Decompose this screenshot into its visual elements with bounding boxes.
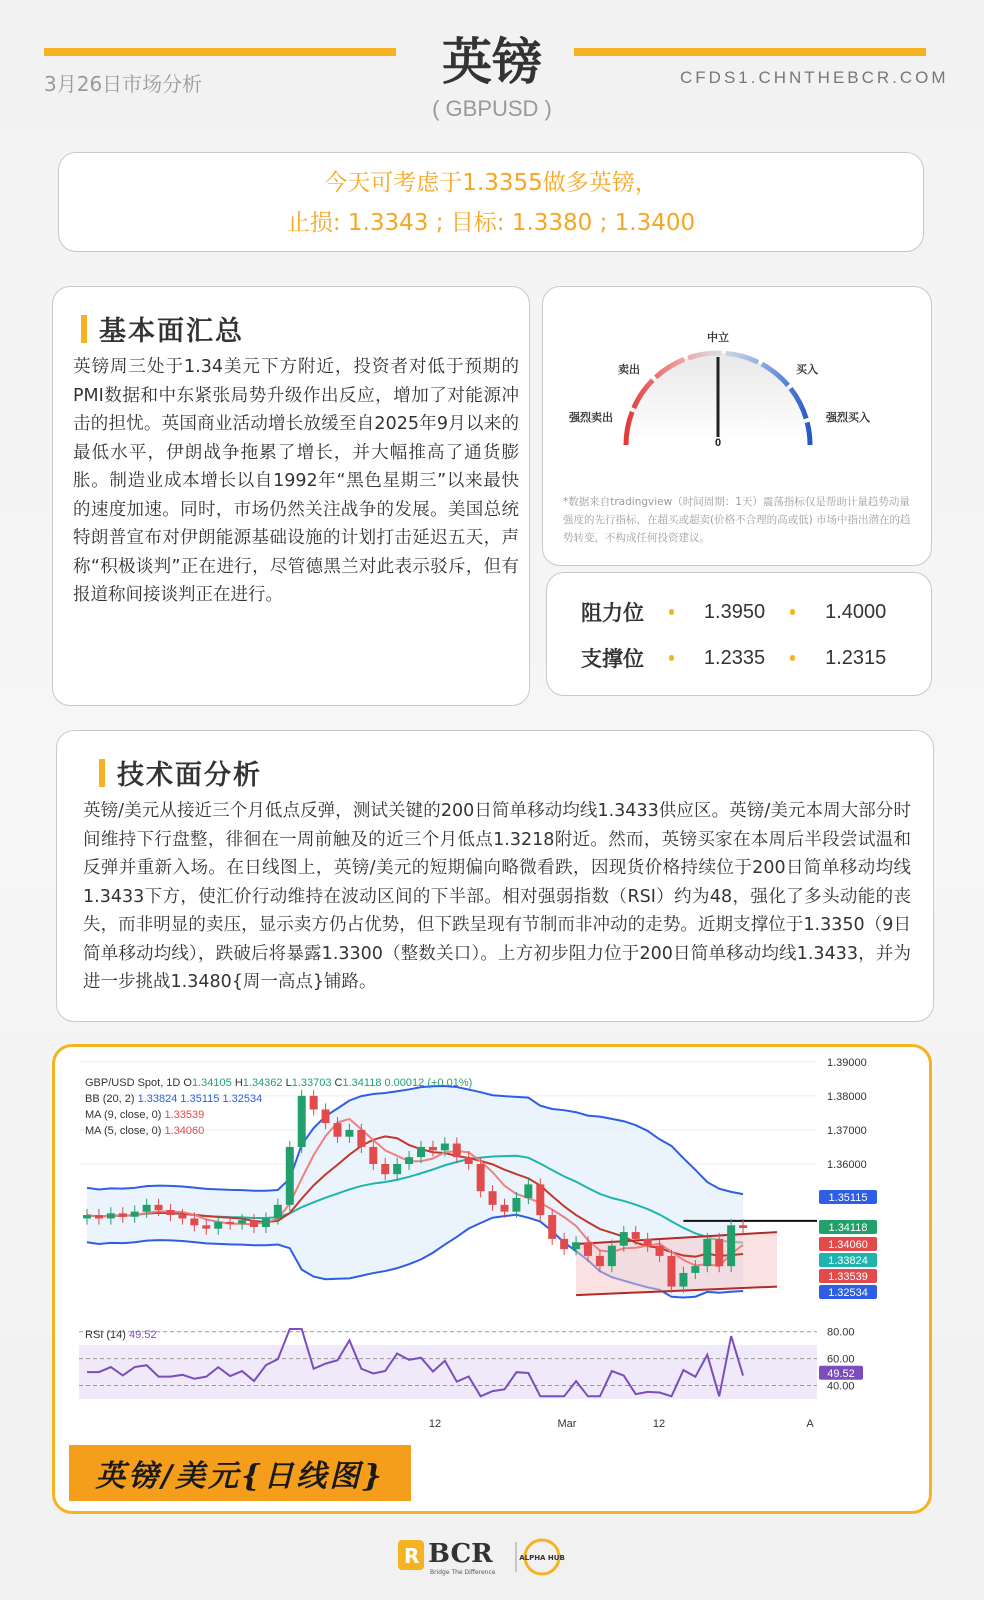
y-tick-label: 1.36000 bbox=[827, 1158, 867, 1171]
candle-body bbox=[238, 1220, 246, 1223]
chart-legend bbox=[85, 1075, 472, 1139]
resistance-row bbox=[581, 597, 911, 627]
candle-body bbox=[250, 1220, 258, 1227]
price-badge-label: 1.34060 bbox=[828, 1239, 868, 1251]
candle-body bbox=[107, 1213, 115, 1218]
candle-body bbox=[131, 1212, 139, 1217]
y-tick-label: 1.37000 bbox=[827, 1124, 867, 1137]
legend-high: 1.34362 bbox=[242, 1077, 283, 1089]
candle-body bbox=[620, 1232, 628, 1246]
x-tick-label: A bbox=[806, 1418, 814, 1430]
heading-marker bbox=[99, 759, 105, 787]
chart-caption-tag: 英镑/美元{日线图} bbox=[69, 1445, 411, 1501]
fundamental-card bbox=[52, 286, 530, 706]
levels-card bbox=[546, 572, 932, 696]
legend-change: 0.00012 (+0.01%) bbox=[384, 1077, 473, 1089]
candle-body bbox=[95, 1215, 103, 1218]
legend-ma9-value: 1.33539 bbox=[164, 1109, 205, 1121]
x-tick-label: Mar bbox=[557, 1418, 577, 1430]
price-badge-label: 1.34118 bbox=[828, 1222, 868, 1234]
gauge-note: *数据来自tradingview（时间周期：1天）震荡指标仅是帮助计量趋势动量强度的先行指标，在超买或超卖(价格不合理的高或低) 市场中指出潜在的趋势转变，不构成任何投资建议。 bbox=[563, 496, 911, 544]
candle-body bbox=[489, 1191, 497, 1205]
support-level-1: 1.2335 bbox=[703, 646, 766, 669]
legend-bb-label: BB (20, 2) bbox=[85, 1093, 135, 1105]
legend-ma5-label: MA (5, close, 0) bbox=[85, 1125, 162, 1137]
legend-ma9-label: MA (9, close, 0) bbox=[85, 1109, 162, 1121]
candle-body bbox=[644, 1239, 652, 1246]
legend-close: 1.34118 bbox=[342, 1077, 382, 1089]
candle-body bbox=[453, 1144, 461, 1158]
candle-body bbox=[656, 1246, 664, 1256]
rsi-tick-label: 40.00 bbox=[827, 1380, 855, 1393]
gauge-label-strong-buy: 强烈买入 bbox=[826, 411, 870, 424]
gauge-label-strong-sell: 强烈卖出 bbox=[569, 411, 613, 424]
recommendation-card bbox=[58, 152, 924, 252]
candle-body bbox=[608, 1246, 616, 1266]
alpha-hub-text: ALPHA HUB bbox=[519, 1554, 565, 1562]
site-url[interactable]: CFDS1.CHNTHEBCR.COM bbox=[680, 68, 949, 87]
legend-open: 1.34105 bbox=[192, 1077, 232, 1089]
candle-body bbox=[429, 1147, 437, 1150]
legend-line-ma9 bbox=[85, 1107, 472, 1123]
candle-body bbox=[548, 1215, 556, 1239]
candle-body bbox=[417, 1147, 425, 1157]
bullet-dot bbox=[669, 609, 674, 615]
legend-line-ma5 bbox=[85, 1123, 472, 1139]
candle-body bbox=[178, 1215, 186, 1218]
candle-body bbox=[477, 1164, 485, 1191]
legend-ma5-value: 1.34060 bbox=[164, 1125, 205, 1137]
candle-body bbox=[167, 1210, 175, 1215]
technical-text: 英镑/美元从接近三个月低点反弹，测试关键的200日简单移动均线1.3433供应区。英镑/美元本周大部分时间维持下行盘整，徘徊在一周前触及的近三个月低点1.3218附近。然而，英镑买家在本周后半段尝试温和反弹并重新入场。在日线图上，英镑/美元的短期偏向略微看跌，因现货价格持续位于200日简单移动均线1.3433下方，使汇价行动维持在波动区间的下半部。相对强弱指数（RSI）约为48，强化了多头动能的丧失，而非明显的卖压，显示卖方仍占优势，但下跌呈现有节制而非冲动的走势。近期支撑位于1.3350（9日简单移动均线），跌破后将暴露1.3300（整数关口）。上方初步阻力位于200日简单移动均线1.3433，并为进一步挑战1.3480{周一高点}铺路。 bbox=[83, 801, 911, 992]
price-badge-label: 1.35115 bbox=[828, 1192, 868, 1204]
brand-name: BCR bbox=[428, 1539, 493, 1569]
candle-body bbox=[727, 1225, 735, 1266]
candle-body bbox=[691, 1266, 699, 1273]
candle-body bbox=[214, 1222, 222, 1229]
candle-body bbox=[190, 1218, 198, 1225]
resistance-level-1: 1.3950 bbox=[703, 600, 766, 623]
candle-body bbox=[441, 1144, 449, 1151]
bullet-dot bbox=[790, 655, 795, 661]
candle-body bbox=[202, 1225, 210, 1228]
recommendation-line2: 止损: 1.3343 ; 目标: 1.3380 ; 1.3400 bbox=[286, 210, 696, 236]
page-title: 英镑 bbox=[442, 33, 542, 91]
candle-body bbox=[226, 1222, 234, 1224]
x-tick-label: 12 bbox=[428, 1418, 442, 1430]
x-tick-label: 12 bbox=[652, 1418, 666, 1430]
bullet-dot bbox=[669, 655, 674, 661]
candle-body bbox=[668, 1256, 676, 1287]
rsi-value: 49.52 bbox=[129, 1329, 157, 1341]
report-date: 3月26日市场分析 bbox=[44, 72, 203, 96]
y-tick-label: 1.39000 bbox=[827, 1056, 867, 1069]
candle-body bbox=[405, 1157, 413, 1164]
legend-symbol: GBP/USD Spot, 1D bbox=[85, 1077, 181, 1089]
candle-body bbox=[536, 1184, 544, 1215]
page-subtitle: ( GBPUSD ) bbox=[432, 96, 552, 121]
legend-bb-upper: 1.35115 bbox=[180, 1093, 220, 1105]
footer-logo bbox=[0, 1530, 984, 1580]
bcr-logo bbox=[392, 1530, 592, 1580]
candle-body bbox=[465, 1157, 473, 1164]
candle-body bbox=[143, 1205, 151, 1212]
rsi-tick-label: 80.00 bbox=[827, 1326, 855, 1339]
candle-body bbox=[596, 1256, 604, 1266]
rsi-label: RSI (14) bbox=[85, 1329, 126, 1341]
price-chart bbox=[52, 1044, 932, 1514]
resistance-label: 阻力位 bbox=[581, 601, 644, 625]
gauge-label-buy: 买入 bbox=[796, 363, 818, 376]
candle-body bbox=[369, 1147, 377, 1164]
rsi-band bbox=[79, 1345, 817, 1399]
candle-body bbox=[381, 1164, 389, 1174]
legend-bb-basis: 1.33824 bbox=[137, 1093, 178, 1105]
candle-body bbox=[560, 1239, 568, 1249]
gauge-label-sell: 卖出 bbox=[618, 363, 640, 376]
rsi-badge-label: 49.52 bbox=[827, 1367, 855, 1380]
candle-body bbox=[703, 1239, 711, 1266]
candle-body bbox=[262, 1218, 270, 1227]
technical-heading bbox=[99, 753, 262, 792]
candle-body bbox=[501, 1205, 509, 1212]
legend-line-ohlc: GBP/USD Spot, 1D O1.34105 H1.34362 L1.33703 C1.34118 0.00012 (+0.01%) bbox=[85, 1077, 473, 1089]
brand-slogan: Bridge The Difference bbox=[430, 1569, 496, 1576]
support-label: 支撑位 bbox=[581, 647, 644, 671]
price-badge-label: 1.33539 bbox=[828, 1271, 868, 1283]
candle-body bbox=[274, 1205, 282, 1219]
recommendation-line1: 今天可考虑于1.3355做多英镑， bbox=[324, 170, 658, 196]
resistance-level-2: 1.4000 bbox=[825, 600, 887, 623]
technical-card bbox=[56, 730, 934, 1022]
fundamental-heading-text: 基本面汇总 bbox=[99, 316, 244, 347]
candle-body bbox=[155, 1205, 163, 1210]
support-row bbox=[581, 643, 911, 673]
bullet-dot bbox=[790, 609, 795, 615]
y-tick-label: 1.38000 bbox=[827, 1090, 867, 1103]
fundamental-heading bbox=[81, 309, 244, 348]
candle-body bbox=[739, 1225, 747, 1228]
candle-body bbox=[83, 1215, 91, 1218]
candle-body bbox=[632, 1232, 640, 1239]
candle-body bbox=[119, 1213, 127, 1216]
rsi-tick-label: 60.00 bbox=[827, 1353, 855, 1366]
gauge-label-neutral: 中立 bbox=[707, 331, 729, 344]
support-level-2: 1.2315 bbox=[825, 646, 887, 669]
fundamental-text: 英镑周三处于1.34美元下方附近，投资者对低于预期的PMI数据和中东紧张局势升级作出反应，增加了对能源冲击的担忧。英国商业活动增长放缓至自2025年9月以来的最低水平，伊朗战争拖累了增长，并大幅推高了通货膨胀。制造业成本增长以自1992年“黑色星期三”以来最快的速度加速。同时，市场仍然关注战争的发展。美国总统特朗普宣布对伊朗能源基础设施的计划打击延迟五天，声称“积极谈判”正在进行，尽管德黑兰对此表示驳斥，但有报道称间接谈判正在进行。 bbox=[73, 357, 519, 605]
heading-marker bbox=[81, 315, 87, 343]
candle-body bbox=[393, 1164, 401, 1174]
candle-body bbox=[679, 1273, 687, 1287]
price-badge-label: 1.33824 bbox=[828, 1255, 868, 1267]
sentiment-gauge-card bbox=[542, 286, 932, 566]
legend-line-bb bbox=[85, 1091, 472, 1107]
candle-body bbox=[512, 1198, 520, 1212]
gauge-value: 0 bbox=[714, 437, 722, 449]
price-badge-label: 1.32534 bbox=[828, 1287, 868, 1299]
candle-body bbox=[286, 1147, 294, 1205]
technical-heading-text: 技术面分析 bbox=[117, 760, 262, 791]
svg-text:R: R bbox=[404, 1544, 420, 1568]
candle-body bbox=[584, 1242, 592, 1256]
candle-body bbox=[572, 1242, 580, 1249]
legend-bb-lower: 1.32534 bbox=[222, 1093, 263, 1105]
candle-body bbox=[524, 1184, 532, 1198]
candle-body bbox=[715, 1239, 723, 1266]
legend-low: 1.33703 bbox=[291, 1077, 332, 1089]
rsi-legend bbox=[85, 1329, 157, 1341]
